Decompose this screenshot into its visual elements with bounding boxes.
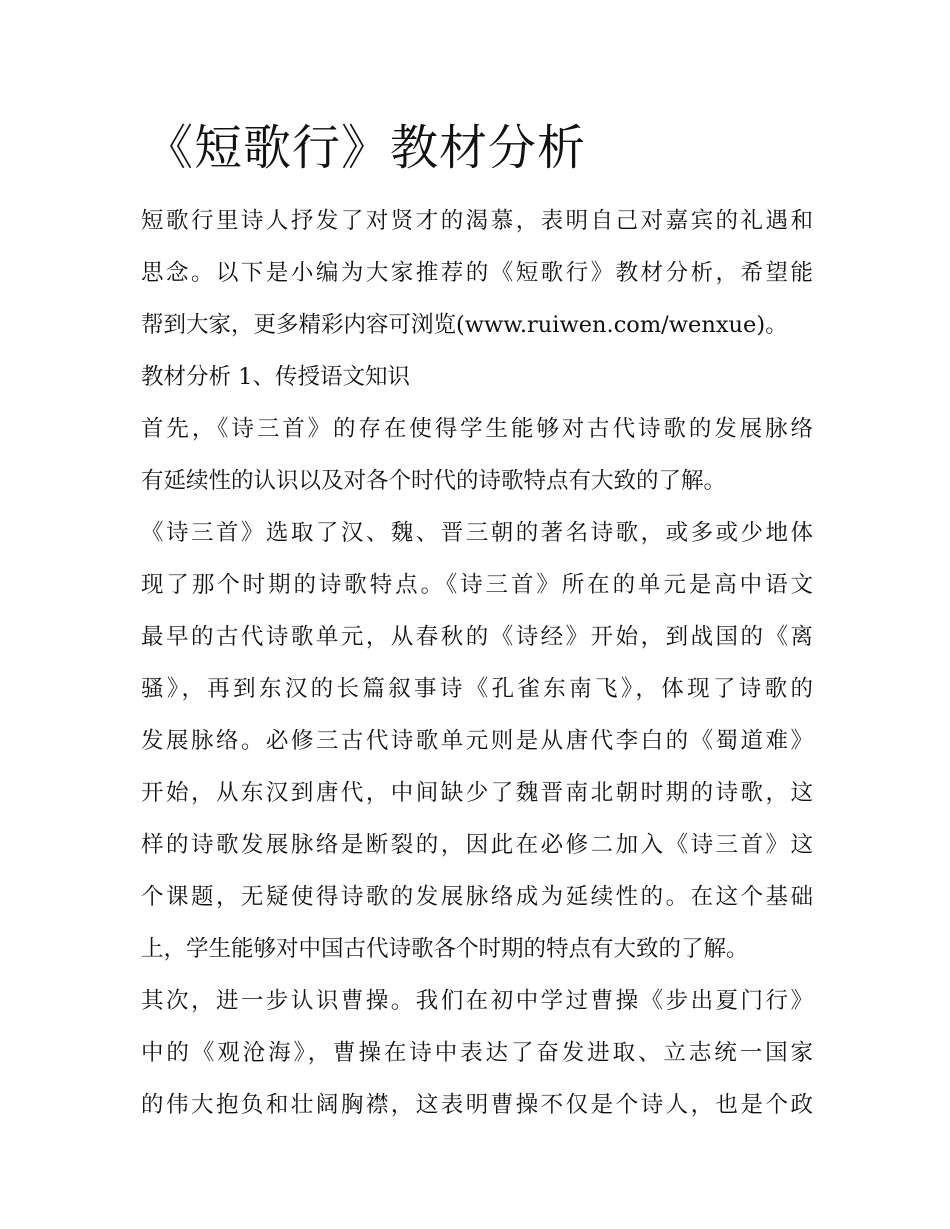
body-text-line: 帮到大家，更多精彩内容可浏览(www.ruiwen.com/wenxue)。: [141, 312, 788, 338]
body-text-line: 有延续性的认识以及对各个时代的诗歌特点有大致的了解。: [141, 468, 727, 494]
body-text-line: 《诗三首》选取了汉、魏、晋三朝的著名诗歌，或多或少地体: [141, 520, 813, 546]
body-text-line: 思念。以下是小编为大家推荐的《短歌行》教材分析，希望能: [141, 260, 813, 286]
body-text-line: 的伟大抱负和壮阔胸襟，这表明曹操不仅是个诗人，也是个政: [141, 1092, 813, 1118]
body-text-line: 首先，《诗三首》的存在使得学生能够对古代诗歌的发展脉络: [141, 416, 813, 442]
body-text-line: 现了那个时期的诗歌特点。《诗三首》所在的单元是高中语文: [141, 572, 813, 598]
body-text-line: 最早的古代诗歌单元，从春秋的《诗经》开始，到战国的《离: [141, 624, 813, 650]
body-text-line: 上，学生能够对中国古代诗歌各个时期的特点有大致的了解。: [141, 936, 749, 962]
document-title: 《短歌行》教材分析: [145, 120, 587, 176]
body-text-line: 开始，从东汉到唐代，中间缺少了魏晋南北朝时期的诗歌，这: [141, 780, 813, 806]
body-text-line: 个课题，无疑使得诗歌的发展脉络成为延续性的。在这个基础: [141, 884, 813, 910]
body-text-line: 发展脉络。必修三古代诗歌单元则是从唐代李白的《蜀道难》: [141, 728, 813, 754]
body-text-line: 骚》，再到东汉的长篇叙事诗《孔雀东南飞》，体现了诗歌的: [141, 676, 813, 702]
body-text-line: 中的《观沧海》，曹操在诗中表达了奋发进取、立志统一国家: [141, 1040, 813, 1066]
document-body: [141, 195, 813, 1131]
body-text-line: 其次，进一步认识曹操。我们在初中学过曹操《步出夏门行》: [141, 988, 813, 1014]
body-text-line: 样的诗歌发展脉络是断裂的，因此在必修二加入《诗三首》这: [141, 832, 813, 858]
body-text-line: 短歌行里诗人抒发了对贤才的渴慕，表明自己对嘉宾的礼遇和: [141, 208, 813, 234]
body-text-line: 教材分析 1、传授语文知识: [141, 364, 410, 390]
